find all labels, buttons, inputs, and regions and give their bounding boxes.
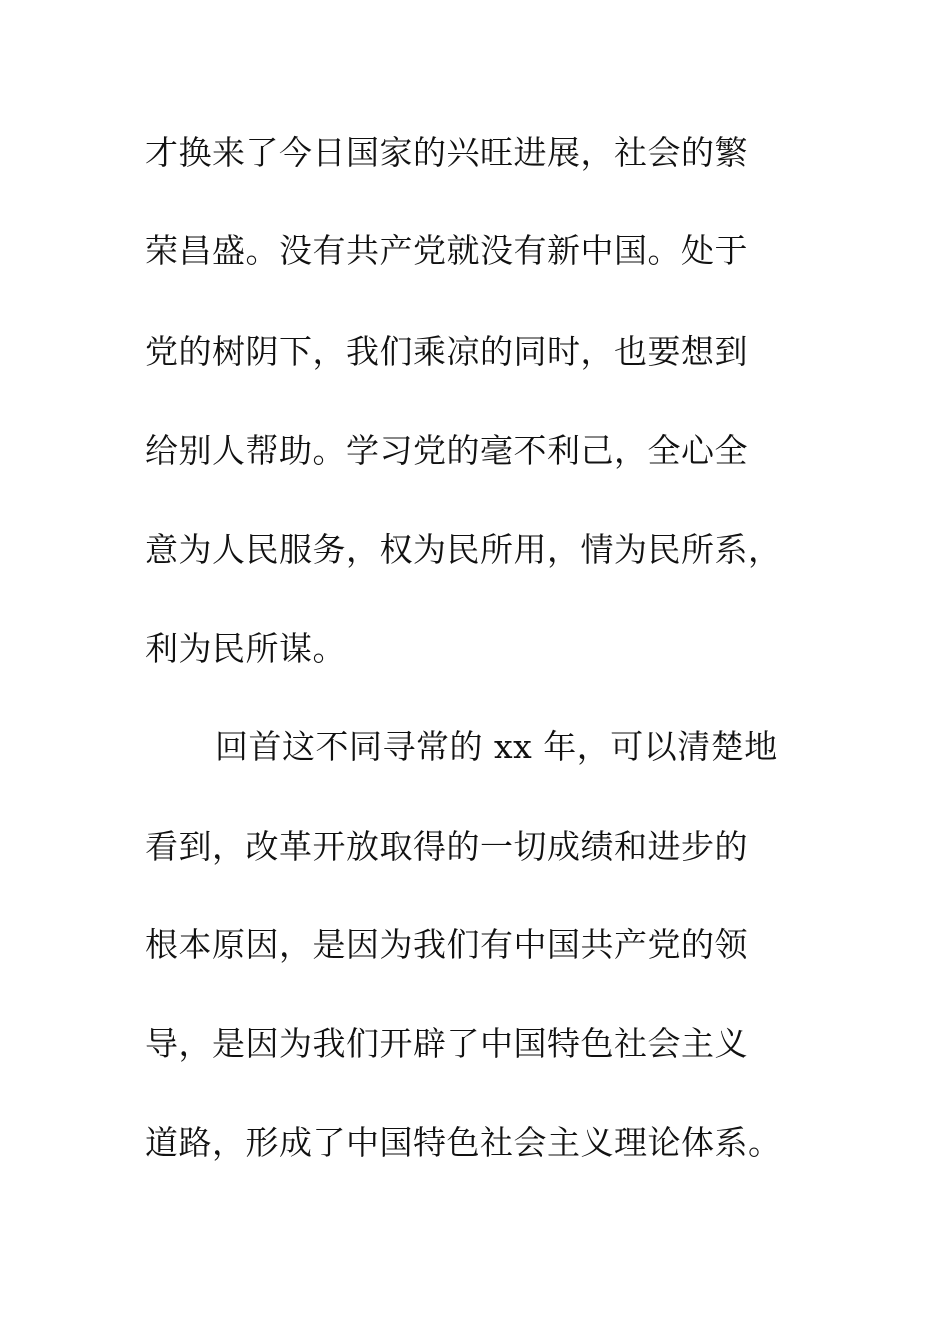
- text-line: 党的树阴下，我们乘凉的同时，也要想到: [145, 332, 748, 371]
- text-line: 利为民所谋。: [145, 629, 346, 668]
- text-line: 根本原因，是因为我们有中国共产党的领: [145, 925, 748, 964]
- text-line: 回首这不同寻常的 xx 年，可以清楚地: [215, 727, 778, 766]
- text-line: 才换来了今日国家的兴旺进展，社会的繁: [145, 133, 748, 172]
- text-line: 荣昌盛。没有共产党就没有新中国。处于: [145, 231, 748, 270]
- text-line: 导，是因为我们开辟了中国特色社会主义: [145, 1024, 748, 1063]
- text-line: 道路，形成了中国特色社会主义理论体系。: [145, 1123, 782, 1162]
- text-line: 意为人民服务，权为民所用，情为民所系，: [145, 530, 782, 569]
- text-line: 看到，改革开放取得的一切成绩和进步的: [145, 827, 748, 866]
- text-line: 给别人帮助。学习党的毫不利己，全心全: [145, 431, 748, 470]
